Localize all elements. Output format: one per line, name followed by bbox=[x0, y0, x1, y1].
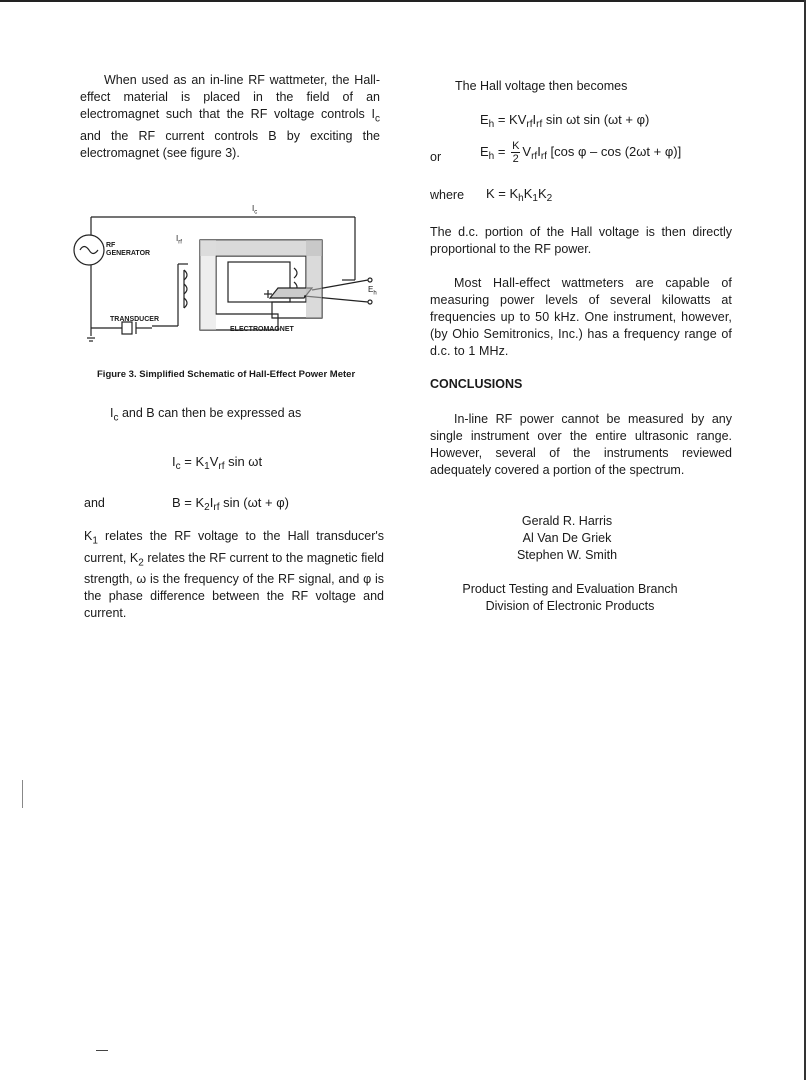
conclusions-paragraph: In-line RF power cannot be measured by any single instrument over the entire ultrasonic range. However, several of the instruments reviewed adequately covered a portion of the spectrum. bbox=[430, 412, 732, 477]
authors-block bbox=[482, 513, 652, 564]
figure-label-transducer: TRANSDUCER bbox=[110, 316, 159, 323]
fraction-k-over-2: $\frac{K}{2}$ bbox=[512, 140, 520, 165]
figure-label-electromagnet: ELECTROMAGNET bbox=[230, 326, 294, 333]
author-name: Al Van De Griek bbox=[522, 531, 612, 545]
affiliation-line: Product Testing and Evaluation Branch bbox=[462, 582, 678, 596]
hall-voltage-line: The Hall voltage then becomes bbox=[455, 79, 628, 93]
intro-paragraph: When used as an in-line RF wattmeter, the Hall-effect material is placed in the field of an electromagnet such that the RF voltage controls $I_c$ and the RF current controls B by exciting the electromagnet (see figure 3). bbox=[80, 73, 380, 160]
or-label: or bbox=[430, 150, 442, 164]
author-name: Stephen W. Smith bbox=[516, 548, 618, 562]
figure-caption: Figure 3. Simplified Schematic of Hall-Effect Power Meter bbox=[97, 369, 356, 380]
figure-label-ic: $I_c$ bbox=[252, 204, 258, 216]
equation-ic: $I_c = K_1V_{rf}$ sin ωt bbox=[172, 454, 263, 472]
scan-mark bbox=[96, 1050, 108, 1051]
affiliation-line: Division of Electronic Products bbox=[485, 599, 655, 613]
affiliation-block bbox=[440, 581, 700, 615]
equation-eh-2: $E_h$ = $\frac{K}{2}$ $V_{rf}I_{rf}$ [cos φ – cos (2ωt + φ)] bbox=[480, 140, 682, 165]
scan-mark bbox=[22, 780, 23, 808]
equation-eh-1: $E_h = KV_{rf}I_{rf}$ sin ωt sin (ωt + φ) bbox=[480, 112, 650, 130]
equation-b: $B = K_2I_{rf}$ sin (ωt + φ) bbox=[172, 495, 289, 513]
page-top-edge bbox=[0, 0, 806, 2]
k-paragraph: $K_1$ relates the RF voltage to the Hall transducer's current, $K_2$ relates the RF current to the magnetic field strength, ω is the frequency of the RF signal, and φ is the phase difference between the RF voltage and current. bbox=[84, 529, 384, 620]
figure-label-rf: RF bbox=[106, 242, 116, 249]
conclusions-heading: CONCLUSIONS bbox=[430, 377, 523, 391]
equation-k: $K = K_hK_1K_2$ bbox=[486, 186, 553, 204]
wattmeters-paragraph: Most Hall-effect wattmeters are capable of measuring power levels of several kilowatts at frequencies up to 50 kHz. One instrument, however, (by Ohio Semitronics, Inc.) has a frequency range of d.c. to 1 MHz. bbox=[430, 276, 732, 358]
where-label: where bbox=[430, 188, 465, 202]
author-name: Gerald R. Harris bbox=[521, 514, 613, 528]
figure-label-generator: GENERATOR bbox=[106, 250, 151, 257]
hall-effect-schematic bbox=[72, 198, 392, 358]
expressed-line: $I_c$ and B can then be expressed as bbox=[110, 406, 302, 424]
figure-label-irf: $I_{rf}$ bbox=[176, 234, 182, 246]
and-label: and bbox=[84, 496, 105, 510]
figure-label-eh: $E_h$ bbox=[368, 285, 377, 297]
dc-portion-paragraph: The d.c. portion of the Hall voltage is then directly proportional to the RF power. bbox=[430, 225, 732, 256]
